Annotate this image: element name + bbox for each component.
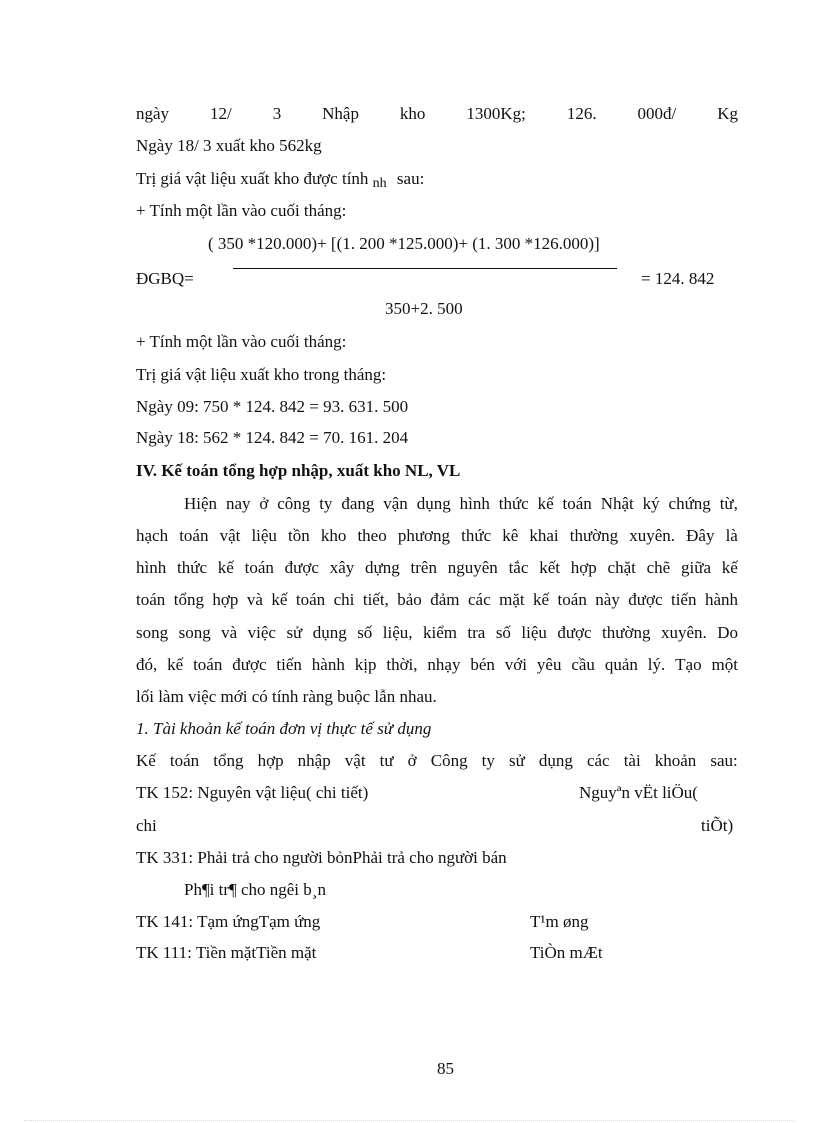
paragraph-line-6: đó, kế toán được tiến hành kịp thời, nhạy bén với yêu cầu quản lý. Tạo một xyxy=(136,655,738,674)
paragraph-line-5: song song và việc sử dụng số liệu, kiểm tra số liệu được thường xuyên. Do xyxy=(136,623,738,642)
intro-line-2: Ngày 18/ 3 xuất kho 562kg xyxy=(136,136,322,155)
calc-line-4: Ngày 18: 562 * 124. 842 = 70. 161. 204 xyxy=(136,428,409,447)
tk111-label: TK 111: Tiền mặtTiền mặt xyxy=(136,943,317,962)
subsection-heading: 1. Tài khoản kế toán đơn vị thực tế sử dụng xyxy=(136,719,432,738)
calc-line-3: Ngày 09: 750 * 124. 842 = 93. 631. 500 xyxy=(136,397,409,416)
tk141-garbled: T¹m øng xyxy=(530,912,589,931)
paragraph-line-4: toán tổng hợp và kế toán chi tiết, bảo đảm các mặt kế toán này được tiến hành xyxy=(136,590,738,609)
paragraph-line-2: hạch toán vật liệu tồn kho theo phương thức kê khai thường xuyên. Đây là xyxy=(136,526,738,545)
page-number: 85 xyxy=(437,1059,454,1078)
formula-label: ĐGBQ= xyxy=(136,269,194,288)
calc-line-2: Trị giá vật liệu xuất kho trong tháng: xyxy=(136,365,387,384)
tk111-garbled: TiÒn mÆt xyxy=(530,943,603,962)
tk152-chi: chi xyxy=(136,816,157,835)
tk152-tiet: tiÕt) xyxy=(701,816,734,835)
paragraph-line-1: Hiện nay ở công ty đang vận dụng hình thức kế toán Nhật ký chứng từ, xyxy=(184,494,738,513)
tk331-label: TK 331: Phải trả cho người bỏnPhải trả cho người bán xyxy=(136,848,507,867)
intro-line-4: + Tính một lần vào cuối tháng: xyxy=(136,201,347,220)
accounts-intro: Kế toán tổng hợp nhập vật tư ở Công ty sử dụng các tài khoản sau: xyxy=(136,751,738,770)
intro-line-1: ngày 12/ 3 Nhập kho 1300Kg; 126. 000đ/ Kg xyxy=(136,104,738,123)
intro-line-3: Trị giá vật liệu xuất kho được tính nh sau: xyxy=(136,169,425,191)
tk331-garbled: Ph¶i tr¶ cho ngêi b¸n xyxy=(184,880,326,899)
tk141-label: TK 141: Tạm ứngTạm ứng xyxy=(136,912,321,931)
footer-divider xyxy=(24,1120,794,1121)
calc-line-1: + Tính một lần vào cuối tháng: xyxy=(136,332,347,351)
paragraph-line-7: lối làm việc mới có tính ràng buộc lẫn nhau. xyxy=(136,687,437,706)
section-heading: IV. Kế toán tổng hợp nhập, xuất kho NL, VL xyxy=(136,461,461,480)
tk152-garbled: Nguyªn vËt liÖu( xyxy=(579,783,698,802)
tk152-label: TK 152: Nguyên vật liệu( chi tiết) xyxy=(136,783,369,802)
formula-denominator: 350+2. 500 xyxy=(385,299,463,318)
paragraph-line-3: hình thức kế toán được xây dựng trên nguyên tắc kết hợp chặt chẽ giữa kế xyxy=(136,558,738,577)
fraction-bar xyxy=(233,268,617,269)
formula-numerator: ( 350 *120.000)+ [(1. 200 *125.000)+ (1. 300 *126.000)] xyxy=(208,234,600,253)
formula-result: = 124. 842 xyxy=(641,269,715,288)
